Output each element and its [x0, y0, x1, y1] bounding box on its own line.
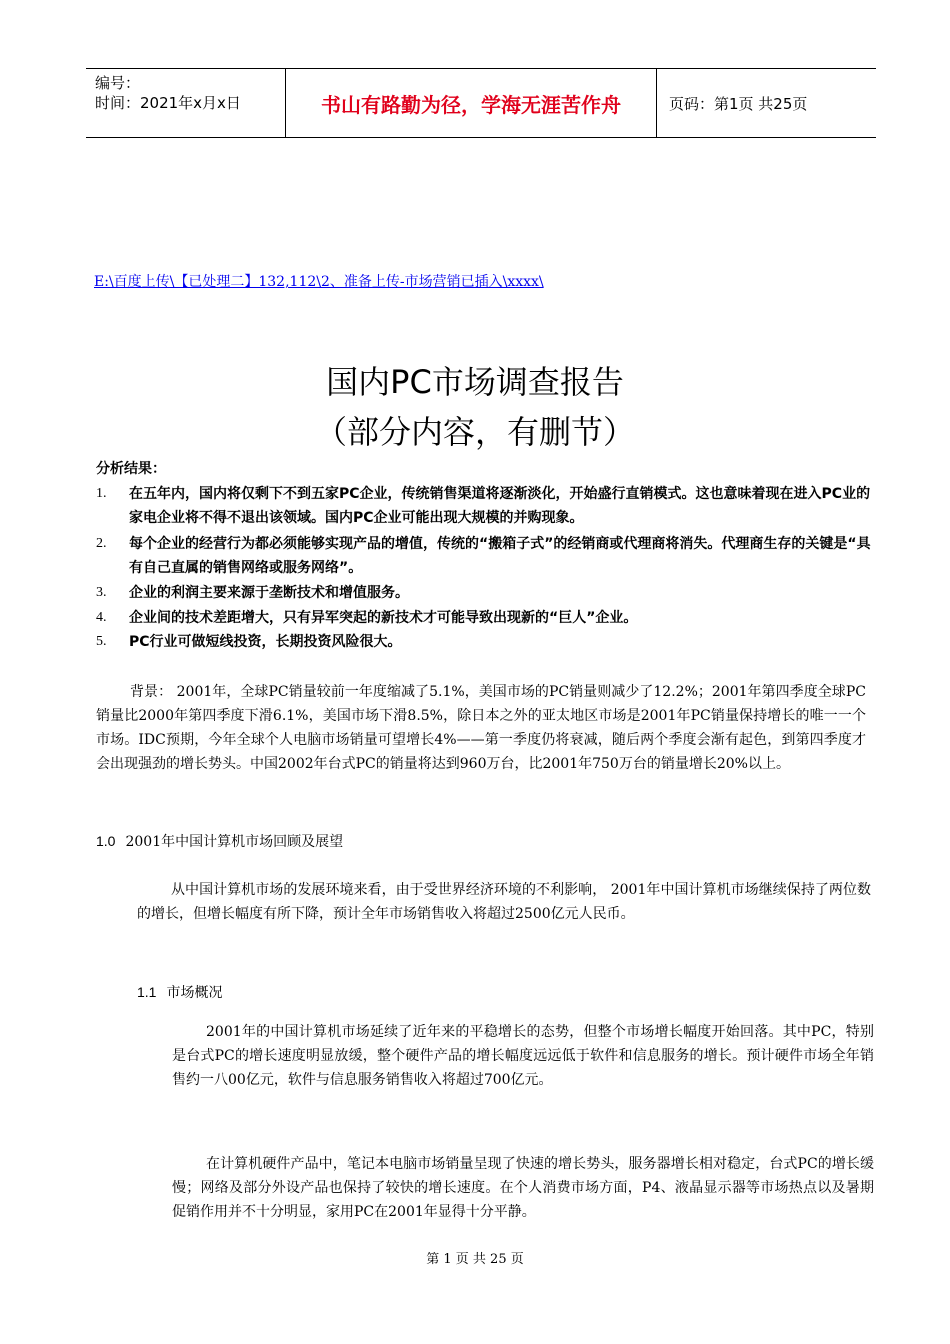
page-info-text: 页码：第1页 共25页 [669, 94, 808, 113]
item-text: 每个企业的经营行为都必须能够实现产品的增值，传统的“搬箱子式”的经销商或代理商将消失。代理商生存的关键是“具有自己直属的销售网络或服务网络”。 [129, 536, 871, 576]
report-subtitle: （部分内容，有删节） [314, 413, 635, 451]
item-text: 企业的利润主要来源于垄断技术和增值服务。 [129, 585, 409, 601]
analysis-item [96, 532, 871, 580]
item-number: 1. [96, 486, 107, 501]
header-motto [285, 69, 657, 137]
section-heading-1-1 [137, 982, 222, 1003]
report-title: 国内PC市场调查报告 [326, 363, 624, 401]
page-footer: 第 1 页 共 25 页 [426, 1252, 524, 1267]
time-label: 时间：2021年x月x日 [95, 94, 241, 112]
item-text: 在五年内，国内将仅剩下不到五家PC企业，传统销售渠道将逐渐淡化，开始盛行直销模式。这也意味着现在进入PC业的家电企业将不得不退出该领域。国内PC企业可能出现大规模的并购现象。 [129, 486, 871, 526]
document-header [86, 68, 876, 138]
header-meta [86, 69, 285, 137]
analysis-item [96, 630, 871, 654]
item-text: 企业间的技术差距增大，只有异军突起的新技术才可能导致出现新的“巨人”企业。 [129, 610, 638, 626]
section-number: 1.1 [137, 984, 157, 1000]
header-page-info [657, 69, 876, 137]
section-number: 1.0 [96, 833, 116, 849]
item-number: 2. [96, 536, 107, 551]
background-paragraph: 背景： 2001年，全球PC销量较前一年度缩减了5.1%，美国市场的PC销量则减少了12.2%；2001年第四季度全球PC销量比2000年第四季度下滑6.1%，美国市场下滑8.5%，除日本之外的亚太地区市场是2001年PC销量保持增长的唯一一个市场。IDC预期，今年全球个人电脑市场销量可望增长4%——第一季度仍将衰减，随后两个季度会渐有起色，到第四季度才会出现强劲的增长势头。中国2002年台式PC的销量将达到960万台，比2001年750万台的销量增长20%以上。 [96, 684, 866, 772]
motto-text: 书山有路勤为径，学海无涯苦作舟 [321, 92, 621, 117]
section-title: 市场概况 [166, 985, 223, 1001]
section-heading-1-0 [96, 831, 343, 852]
file-path-link[interactable]: E:\百度上传\【已处理二】132,112\2、准备上传-市场营销已插入\xxxx\ [94, 274, 544, 290]
section-title: 2001年中国计算机市场回顾及展望 [125, 834, 344, 850]
analysis-item [96, 581, 871, 605]
analysis-item [96, 606, 871, 630]
section-1-1-paragraph-2: 在计算机硬件产品中，笔记本电脑市场销量呈现了快速的增长势头，服务器增长相对稳定，台式PC的增长缓慢；网络及部分外设产品也保持了较快的增长速度。在个人消费市场方面，P4、液晶显示器等市场热点以及暑期促销作用并不十分明显，家用PC在2001年显得十分平静。 [172, 1156, 874, 1220]
analysis-item [96, 482, 871, 530]
item-number: 4. [96, 610, 107, 625]
section-1-0-paragraph: 从中国计算机市场的发展环境来看，由于受世界经济环境的不利影响， 2001年中国计算机市场继续保持了两位数的增长，但增长幅度有所下降，预计全年市场销售收入将超过2500亿元人民币。 [137, 882, 871, 922]
item-text: PC行业可做短线投资，长期投资风险很大。 [129, 634, 402, 650]
item-number: 3. [96, 585, 107, 600]
section-1-1-paragraph-1: 2001年的中国计算机市场延续了近年来的平稳增长的态势，但整个市场增长幅度开始回落。其中PC，特别是台式PC的增长速度明显放缓，整个硬件产品的增长幅度远远低于软件和信息服务的增长。预计硬件市场全年销售约一八00亿元，软件与信息服务销售收入将超过700亿元。 [172, 1024, 874, 1088]
analysis-heading: 分析结果： [96, 461, 166, 477]
number-label: 编号： [95, 74, 141, 92]
item-number: 5. [96, 634, 107, 649]
